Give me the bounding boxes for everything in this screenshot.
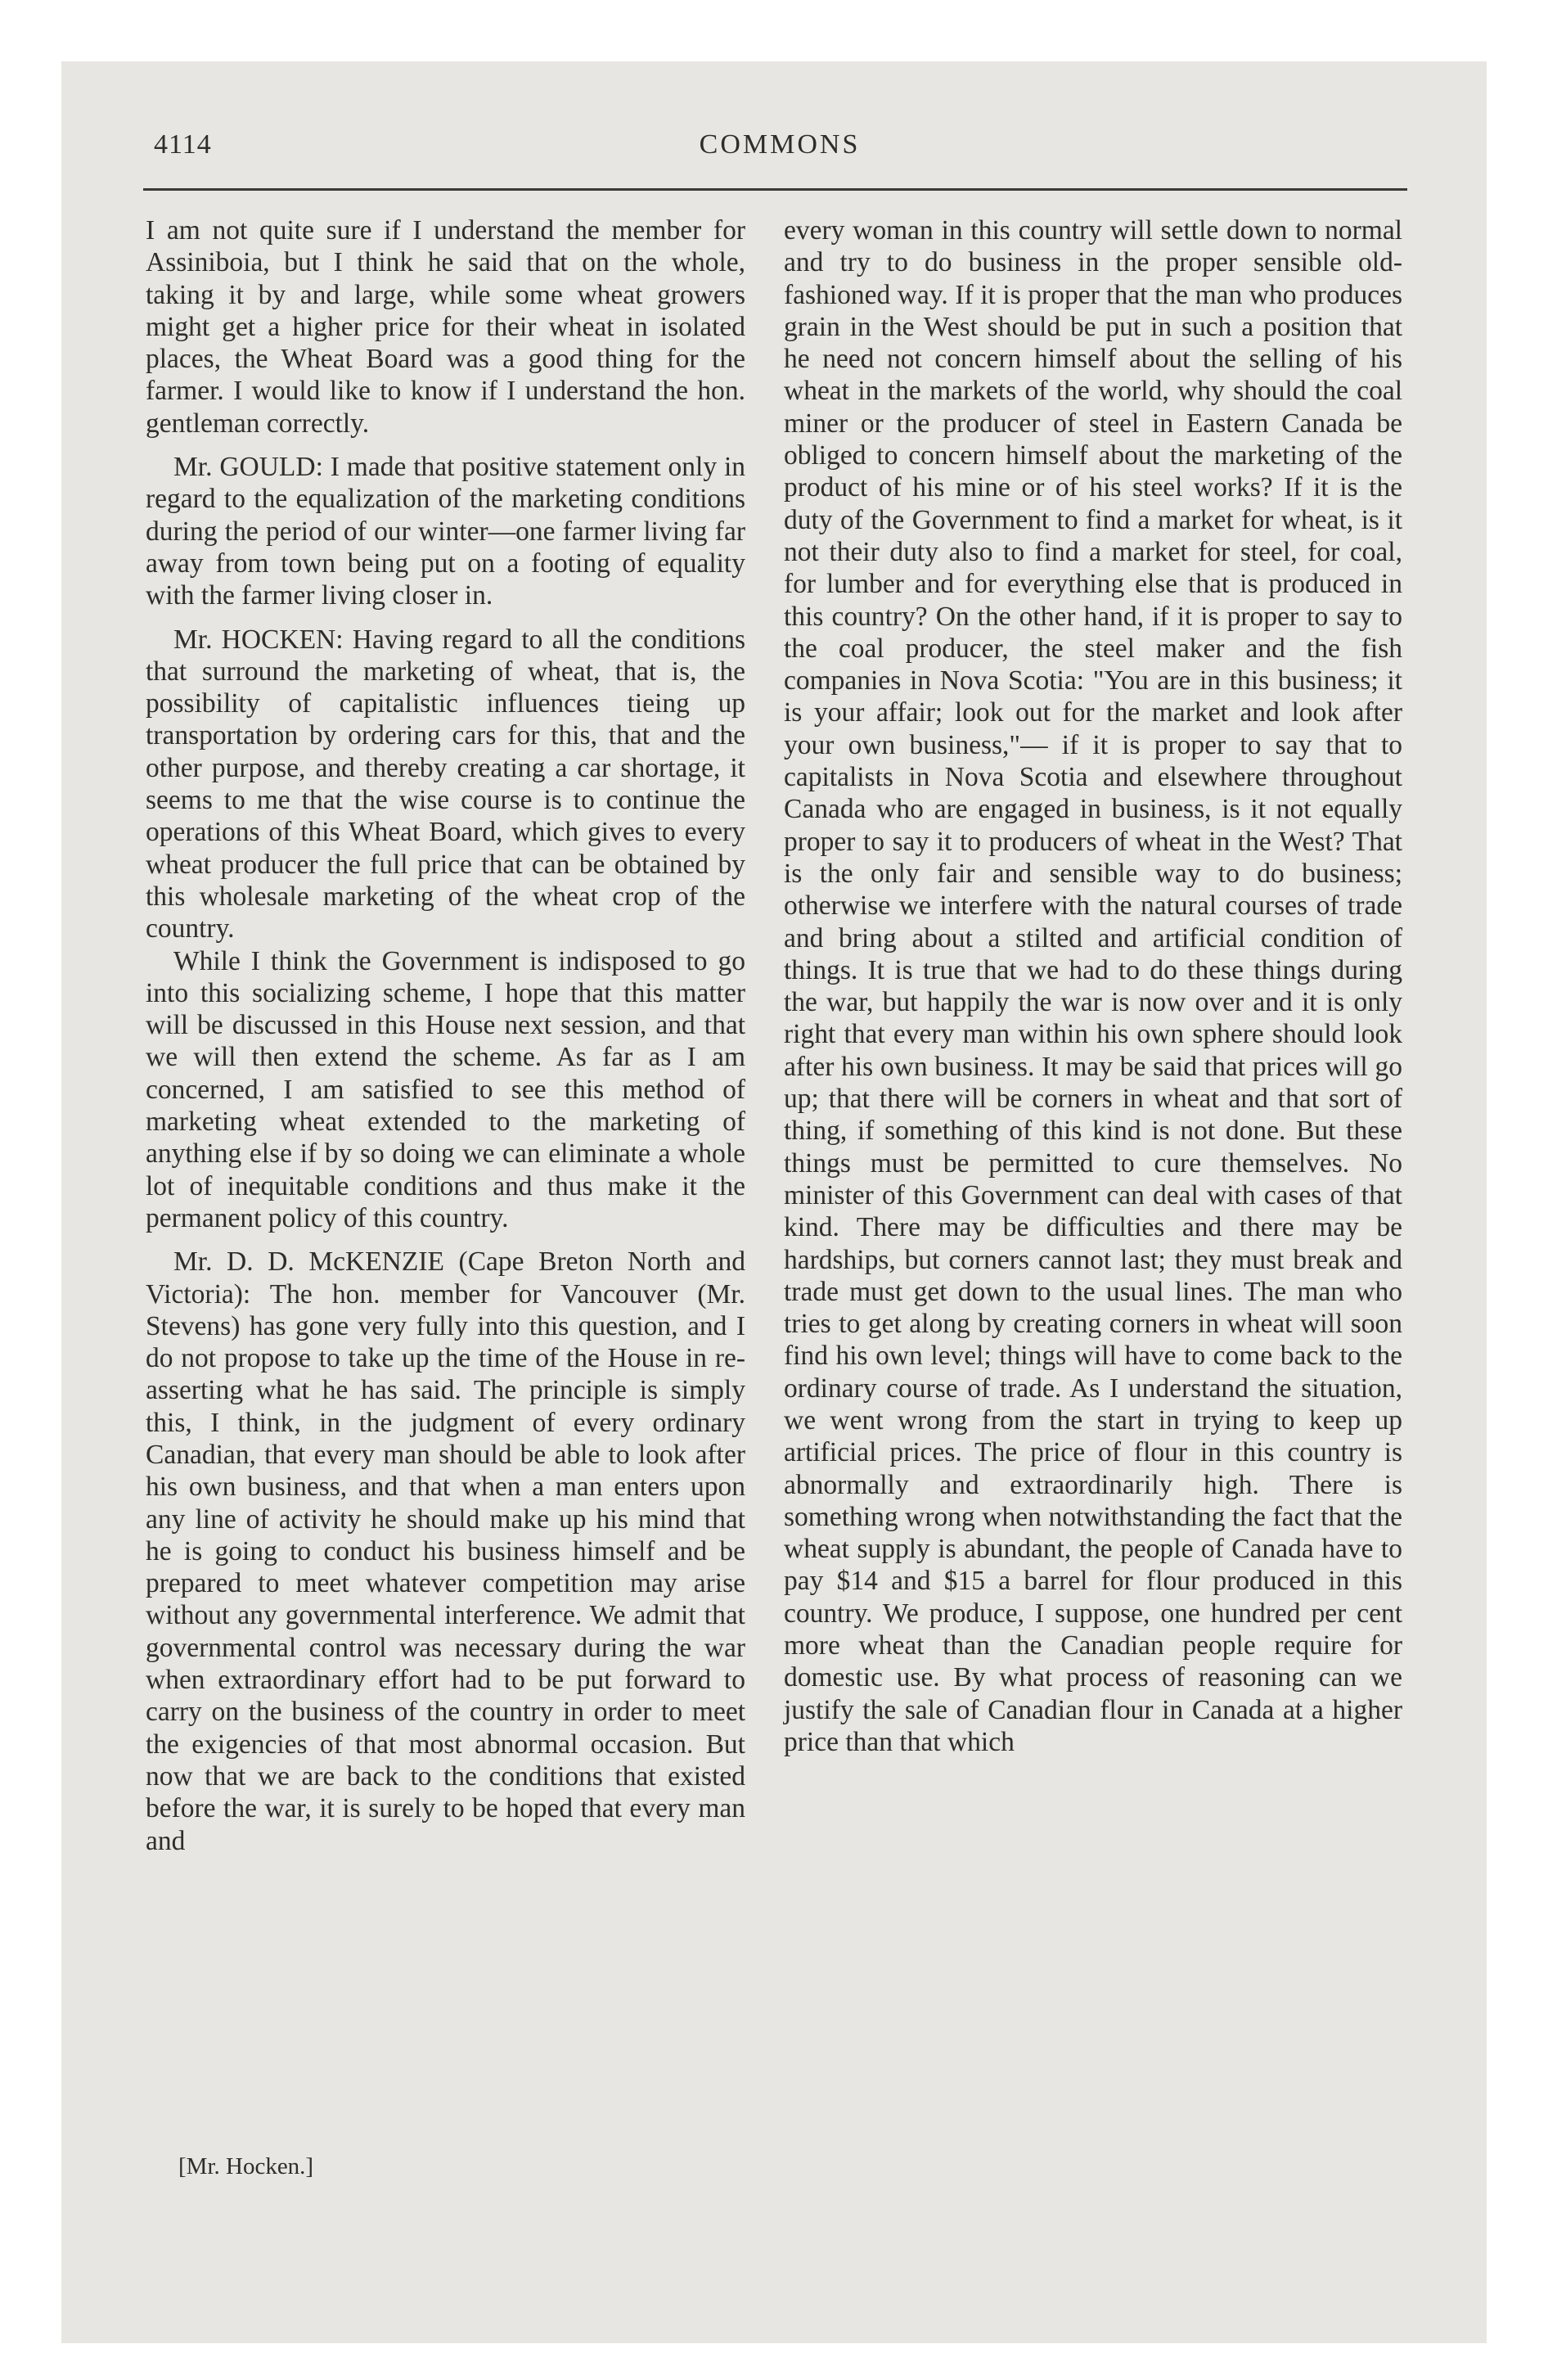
page-header: [154, 123, 1406, 172]
page-number: 4114: [154, 129, 212, 160]
paragraph: While I think the Government is indisposed to go into this socializing scheme, I hope that this matter will be discussed in this House next session, and that we will then extend the scheme. As far as I am concerned, I am satisfied to see this method of marketing wheat extended to the marketing of anything else if by so doing we can eliminate a whole lot of inequitable conditions and thus make it the permanent policy of this country.: [146, 945, 745, 1233]
paragraph: I am not quite sure if I understand the member for Assiniboia, but I think he said that on the whole, taking it by and large, while some wheat growers might get a higher price for their wheat in isolated places, the Wheat Board was a good thing for the farmer. I would like to know if I understand the hon. gentleman correctly.: [146, 215, 745, 439]
right-column: [784, 214, 1402, 1758]
speaker-reference: [Mr. Hocken.]: [178, 2153, 314, 2179]
header-rule: [143, 188, 1407, 191]
left-column: [146, 214, 745, 1857]
paragraph-mckenzie: Mr. D. D. McKENZIE (Cape Breton North and Victoria): The hon. member for Vancouver (Mr. Stevens) has gone very fully into this question, and I do not propose to take up the time of the House in re-asserting what he has said. The principle is simply this, I think, in the judgment of every ordinary Canadian, that every man should be able to look after his own business, and that when a man enters upon any line of activity he should make up his mind that he is going to conduct his business himself and be prepared to meet whatever competition may arise without any governmental interference. We admit that governmental control was necessary during the war when extraordinary effort had to be put forward to carry on the business of the country in order to meet the exigencies of that most abnormal occasion. But now that we are back to the conditions that existed before the war, it is surely to be hoped that every man and: [146, 1246, 745, 1856]
paragraph: every woman in this country will settle down to normal and try to do business in the proper sensible old-fashioned way. If it is proper that the man who produces grain in the West should be put in such a position that he need not concern himself about the selling of his wheat in the markets of the world, why should the coal miner or the producer of steel in Eastern Canada be obliged to concern himself about the marketing of the product of his mine or of his steel works? If it is the duty of the Government to find a market for wheat, is it not their duty also to find a market for steel, for coal, for lumber and for everything else that is produced in this country? On the other hand, if it is proper to say to the coal producer, the steel maker and the fish companies in Nova Scotia: "You are in this business; it is your affair; look out for the market and look after your own business,"— if it is proper to say that to capitalists in Nova Scotia and elsewhere throughout Canada who are engaged in business, is it not equally proper to say it to producers of wheat in the West? That is the only fair and sensible way to do business; otherwise we interfere with the natural courses of trade and bring about a stilted and artificial condition of things. It is true that we had to do these things during the war, but happily the war is now over and it is only right that every man within his own sphere should look after his own business. It may be said that prices will go up; that there will be corners in wheat and that sort of thing, if something of this kind is not done. But these things must be permitted to cure themselves. No minister of this Government can deal with cases of that kind. There may be difficulties and there may be hardships, but corners cannot last; they must break and trade must get down to the usual lines. The man who tries to get along by creating corners in wheat will soon find his own level; things will have to come back to the ordinary course of trade. As I understand the situation, we went wrong from the start in trying to keep up artificial prices. The price of flour in this country is abnormally and extraordinarily high. There is something wrong when notwithstanding the fact that the wheat supply is abundant, the people of Canada have to pay $14 and $15 a barrel for flour produced in this country. We produce, I suppose, one hundred per cent more wheat than the Canadian people require for domestic use. By what process of reasoning can we justify the sale of Canadian flour in Canada at a higher price than that which: [784, 215, 1402, 1757]
paragraph-gould: Mr. GOULD: I made that positive statement only in regard to the equalization of the marketing conditions during the period of our winter—one farmer living far away from town being put on a footing of equality with the farmer living closer in.: [146, 452, 745, 611]
paragraph-hocken: Mr. HOCKEN: Having regard to all the conditions that surround the marketing of wheat, that is, the possibility of capitalistic influences tieing up transportation by ordering cars for this, that and the other purpose, and thereby creating a car shortage, it seems to me that the wise course is to continue the operations of this Wheat Board, which gives to every wheat producer the full price that can be obtained by this wholesale marketing of the wheat crop of the country.: [146, 624, 745, 944]
running-head: COMMONS: [699, 129, 861, 160]
